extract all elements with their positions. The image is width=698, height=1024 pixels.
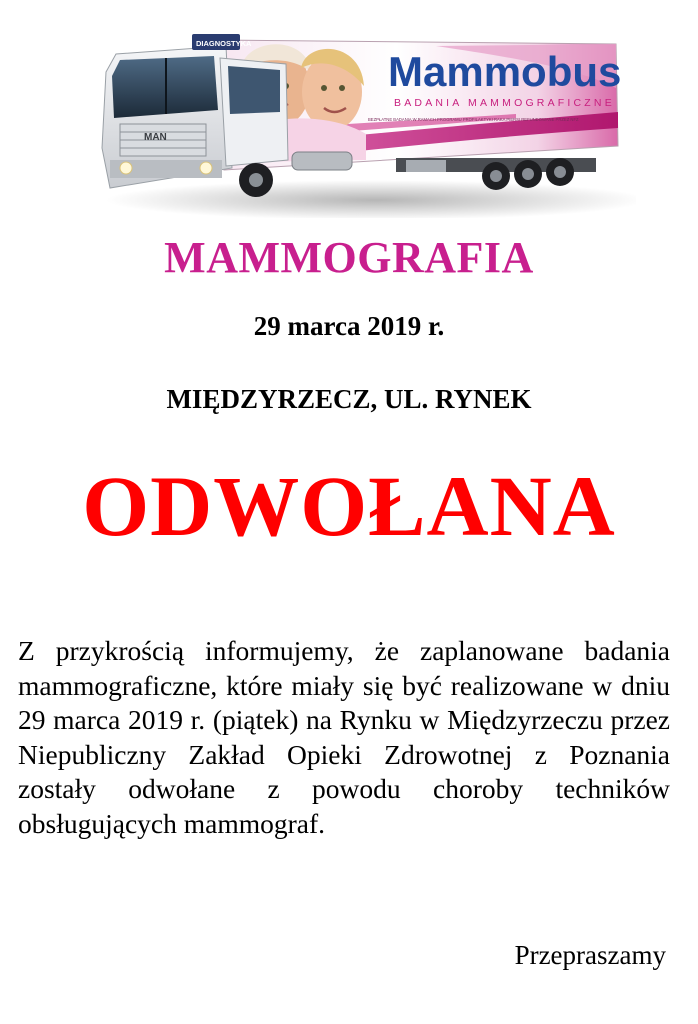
event-date: 29 marca 2019 r. [253, 311, 445, 341]
mammobus-truck-image [96, 28, 636, 218]
brand-name: Mammobus [388, 48, 622, 95]
brand-tagline: BEZPŁATNE BADANIA W RAMACH PROGRAMU PROFILAKTYKI RAKA PIERSI REFUNDOWANE PRZEZ NFZ [368, 117, 579, 122]
cab-logo: MAN [144, 132, 167, 143]
cab-sign: DIAGNOSTYKA [196, 39, 252, 48]
signature-apology: Przepraszamy [514, 940, 666, 970]
status-cancelled: ODWOŁANA [82, 458, 616, 554]
page-title: MAMMOGRAFIA [164, 233, 534, 282]
event-location: MIĘDZYRZECZ, UL. RYNEK [166, 384, 532, 414]
brand-subtitle: BADANIA MAMMOGRAFICZNE [394, 97, 615, 109]
announcement-body: Z przykrością informujemy, że zaplanowane badania mammograficzne, które miały się być realizowane w dniu 29 marca 2019 r. (piątek) na Rynku w Międzyrzeczu przez Niepubliczny Zakład Opieki Zdrowotnej z Poznania zostały odwołane z powodu choroby techników obsługujących mammograf. [18, 635, 670, 839]
